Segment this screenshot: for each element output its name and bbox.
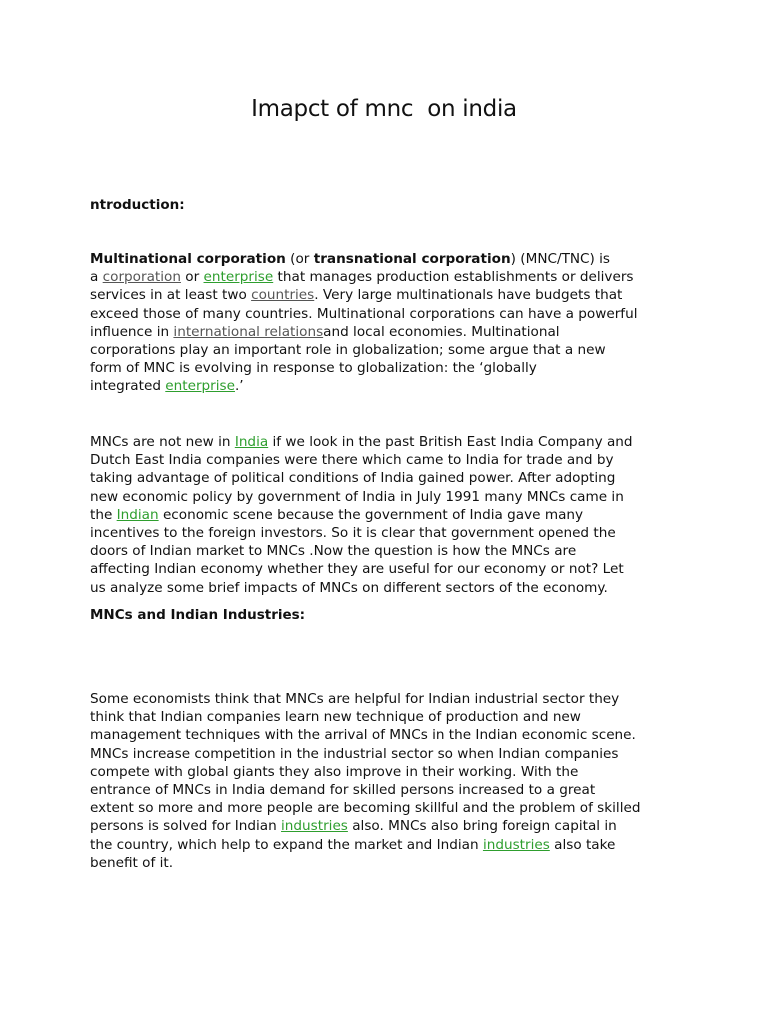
para1-line-4: exceed those of many countries. Multinational corporations can have a powerful: [90, 305, 638, 322]
para3-line-7: extent so more and more people are becoming skillful and the problem of skilled: [90, 800, 641, 817]
para1-line-8: integrated enterprise.’: [90, 378, 244, 395]
para3-line-2: think that Indian companies learn new technique of production and new: [90, 709, 581, 726]
link-corporation[interactable]: corporation: [102, 269, 181, 286]
para2-line-1: MNCs are not new in India if we look in the past British East India Company and: [90, 434, 633, 450]
para3-line-1: Some economists think that MNCs are helpful for Indian industrial sector they: [90, 691, 620, 707]
para3-line-3: management techniques with the arrival of MNCs in the Indian economic scene.: [90, 727, 636, 744]
paragraph-mncs-industries: [90, 690, 690, 872]
document-title: Imapct of mnc on india: [251, 96, 517, 122]
link-indian[interactable]: Indian: [116, 506, 159, 523]
para2-line-8: affecting Indian economy whether they are useful for our economy or not? Let: [90, 561, 624, 578]
introduction-heading: ntroduction:: [90, 197, 185, 213]
para3-line-5: compete with global giants they also improve in their working. With the: [90, 763, 579, 780]
para1-line-3: services in at least two countries. Very large multinationals have budgets that: [90, 287, 623, 304]
link-india[interactable]: India: [234, 434, 269, 450]
para2-line-5: the Indian economic scene because the government of India gave many: [90, 506, 584, 523]
para2-line-2: Dutch East India companies were there which came to India for trade and by: [90, 452, 614, 469]
para1-line-1: Multinational corporation (or transnational corporation) (MNC/TNC) is: [90, 251, 611, 267]
para3-line-10: benefit of it.: [90, 854, 174, 871]
para2-line-3: taking advantage of political conditions of India gained power. After adopting: [90, 470, 616, 487]
para1-line-2: a corporation or enterprise that manages production establishments or delivers: [90, 269, 634, 286]
para3-line-8: persons is solved for Indian industries also. MNCs also bring foreign capital in: [90, 818, 617, 835]
link-industries[interactable]: industries: [281, 818, 348, 835]
link-industries-2[interactable]: industries: [482, 836, 550, 853]
link-countries[interactable]: countries: [251, 287, 315, 304]
para1-line-6: corporations play an important role in globalization; some argue that a new: [90, 342, 606, 359]
term-multinational-corporation: Multinational corporation: [90, 251, 286, 267]
para3-line-4: MNCs increase competition in the industrial sector so when Indian companies: [90, 745, 619, 762]
link-enterprise[interactable]: enterprise: [203, 269, 274, 286]
para3-line-6: entrance of MNCs in India demand for skilled persons increased to a great: [90, 782, 596, 799]
paragraph-multinational-definition: [90, 250, 690, 396]
para2-line-4: new economic policy by government of India in July 1991 many MNCs came in: [90, 488, 624, 505]
term-transnational-corporation: transnational corporation: [313, 251, 511, 267]
para2-line-9: us analyze some brief impacts of MNCs on different sectors of the economy.: [90, 579, 608, 596]
industries-heading: MNCs and Indian Industries:: [90, 607, 306, 623]
link-international-relations[interactable]: international relations: [173, 323, 324, 340]
para1-line-7: form of MNC is evolving in response to globalization: the ‘globally: [90, 360, 537, 377]
para2-line-7: doors of Indian market to MNCs .Now the question is how the MNCs are: [90, 543, 577, 560]
para1-line-5: influence in international relationsand local economies. Multinational: [90, 323, 560, 340]
paragraph-mncs-history: [90, 433, 690, 597]
para2-line-6: incentives to the foreign investors. So it is clear that government opened the: [90, 525, 616, 542]
para3-line-9: the country, which help to expand the market and Indian industries also take: [90, 836, 616, 853]
link-enterprise-2[interactable]: enterprise: [165, 378, 235, 395]
